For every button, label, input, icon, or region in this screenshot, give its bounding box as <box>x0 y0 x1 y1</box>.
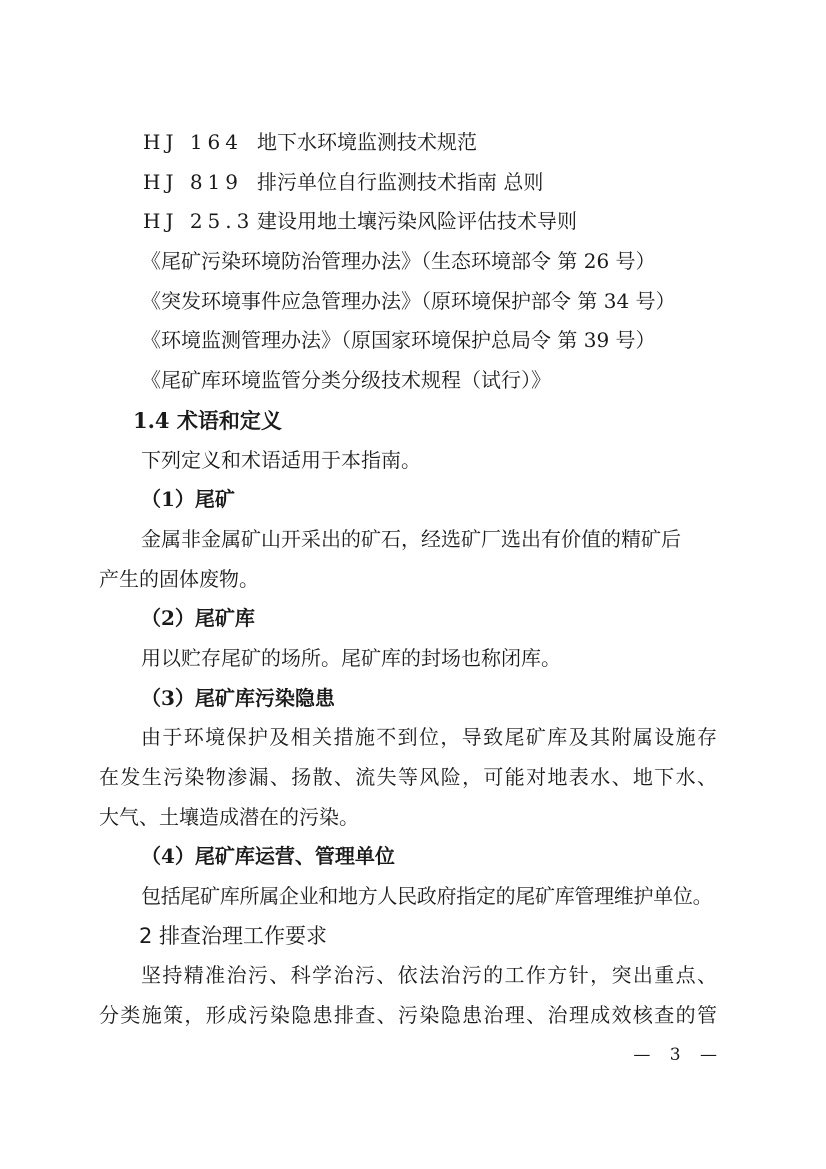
term-label: （3）尾矿库污染隐患 <box>141 685 335 710</box>
standard-code: HJ 25.3 <box>143 209 255 234</box>
regulation-line: 《尾矿库环境监管分类分级技术规程（试行）》 <box>141 368 551 393</box>
standard-title: 建设用地土壤污染风险评估技术导则 <box>257 209 577 234</box>
term-definition-line: 产生的固体废物。 <box>99 566 259 591</box>
term-label: （1）尾矿 <box>141 487 235 512</box>
standard-title: 地下水环境监测技术规范 <box>257 130 477 154</box>
standard-line <box>99 163 717 203</box>
terms-intro: 下列定义和术语适用于本指南。 <box>141 447 421 472</box>
page-number: — 3 — <box>633 1045 718 1065</box>
regulation-line: 《环境监测管理办法》（原国家环境保护总局令 第 39 号） <box>141 328 656 353</box>
requirements-paragraph-line: 坚持精准治污、科学治污、依法治污的工作方针，突出重点、 <box>141 963 717 988</box>
standard-code: HJ 164 <box>143 130 243 154</box>
requirements-paragraph-line: 分类施策，形成污染隐患排查、污染隐患治理、治理成效核查的管 <box>99 1003 717 1028</box>
text-block <box>99 123 717 1036</box>
term-definition-line: 由于环境保护及相关措施不到位，导致尾矿库及其附属设施存 <box>141 725 717 750</box>
term-definition-line: 大气、土壤造成潜在的污染。 <box>99 804 359 829</box>
standard-code: HJ 819 <box>143 169 243 194</box>
term-definition-line: 包括尾矿库所属企业和地方人民政府指定的尾矿库管理维护单位。 <box>141 884 713 909</box>
term-definition-line: 在发生污染物渗漏、扬散、流失等风险，可能对地表水、地下水、 <box>99 765 717 789</box>
standard-line <box>99 202 717 242</box>
regulation-line: 《尾矿污染环境防治管理办法》（生态环境部令 第 26 号） <box>141 249 656 274</box>
standard-title: 排污单位自行监测技术指南 总则 <box>257 169 544 194</box>
term-definition-line: 金属非金属矿山开采出的矿石，经选矿厂选出有价值的精矿后 <box>141 526 681 551</box>
terms-section-heading: 1.4 术语和定义 <box>133 407 282 433</box>
term-definition-line: 用以贮存尾矿的场所。尾矿库的封场也称闭库。 <box>141 645 561 670</box>
term-label: （4）尾矿库运营、管理单位 <box>141 844 395 869</box>
regulation-line: 《突发环境事件应急管理办法》（原环境保护部令 第 34 号） <box>141 288 676 313</box>
term-label: （2）尾矿库 <box>141 606 255 631</box>
requirements-section-heading: 2 排查治理工作要求 <box>139 923 328 948</box>
standard-line <box>99 123 717 163</box>
